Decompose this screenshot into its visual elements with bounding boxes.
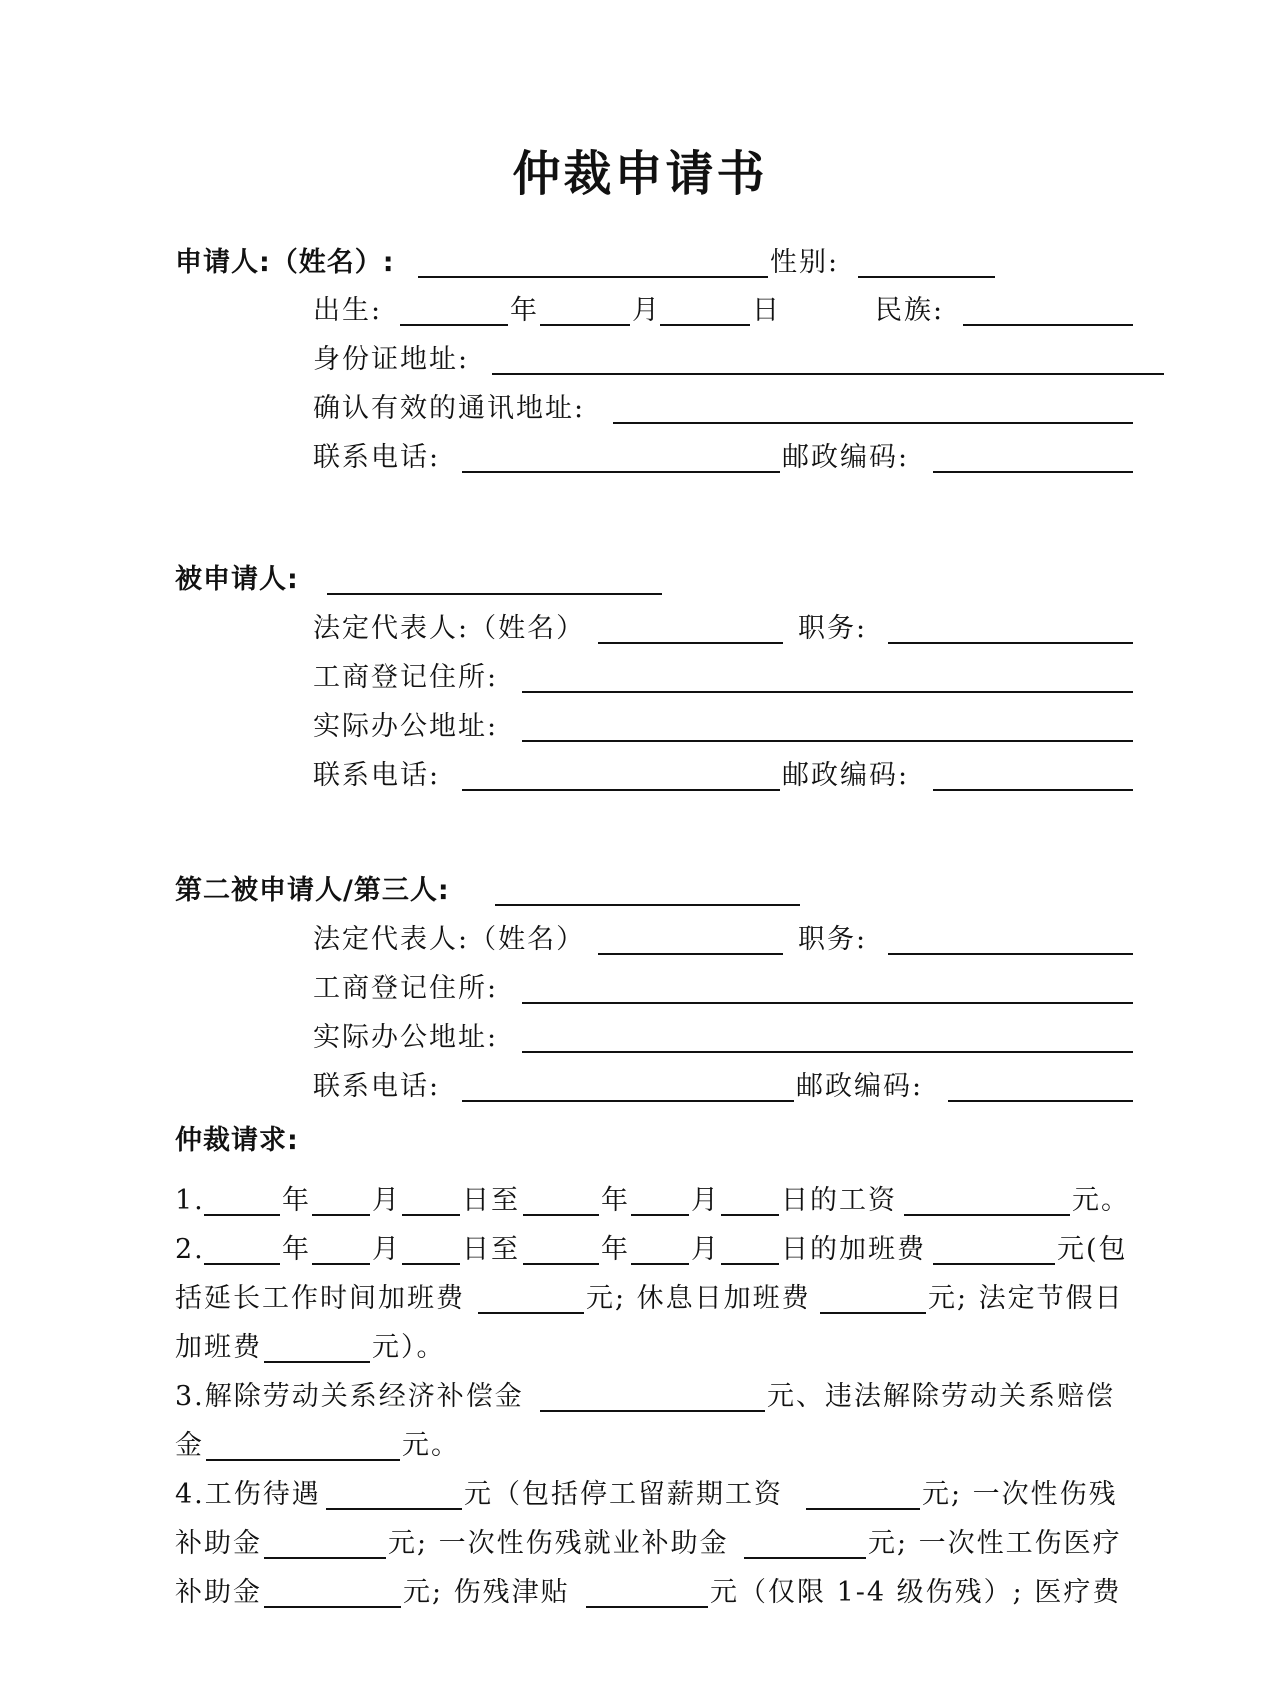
gender-label: 性别:	[770, 247, 840, 278]
respondent-legal-rep-row	[0, 606, 1280, 652]
mail-address-row	[0, 386, 1280, 432]
legal-rep-label: 法定代表人:（姓名）	[313, 924, 586, 955]
respondent-office-address-row	[0, 704, 1280, 750]
compensation-cont-label: 金	[175, 1430, 204, 1461]
severance-field[interactable]	[540, 1410, 765, 1412]
claim-4-row	[0, 1472, 1280, 1518]
id-address-field[interactable]	[492, 373, 1164, 375]
applicant-phone-field[interactable]	[462, 471, 780, 473]
position-label: 职务:	[798, 613, 868, 644]
office-address-label: 实际办公地址:	[313, 711, 499, 742]
overtime-label: 日的加班费	[781, 1234, 926, 1265]
respondent-phone-field[interactable]	[462, 789, 780, 791]
disability-allowance-field[interactable]	[586, 1606, 708, 1608]
birth-label: 出生:	[313, 295, 383, 326]
claim-4-cont-row	[0, 1521, 1280, 1567]
second-respondent-heading: 第二被申请人/第三人:	[175, 875, 450, 906]
suspension-wage-label: 元（包括停工留薪期工资	[464, 1479, 783, 1510]
month-label: 月	[691, 1185, 720, 1216]
claim-2-row	[0, 1227, 1280, 1273]
claim-1-start-year-field[interactable]	[204, 1214, 280, 1216]
claim-1-wage-field[interactable]	[904, 1214, 1070, 1216]
year-label: 年	[601, 1185, 630, 1216]
extended-hours-field[interactable]	[478, 1312, 584, 1314]
holiday-overtime-field[interactable]	[264, 1361, 370, 1363]
mail-address-label: 确认有效的通讯地址:	[313, 393, 586, 424]
medical-subsidy-field[interactable]	[264, 1606, 401, 1608]
ethnicity-label: 民族:	[875, 295, 945, 326]
second-respondent-row	[0, 868, 1280, 914]
applicant-name-field[interactable]	[418, 276, 768, 278]
suspension-wage-field[interactable]	[806, 1508, 920, 1510]
yuan-label: 元）。	[372, 1332, 446, 1363]
respondent-phone-row	[0, 753, 1280, 799]
employment-subsidy-label: 元; 一次性伤残就业补助金	[388, 1528, 729, 1559]
claim-2-overtime-field[interactable]	[933, 1263, 1055, 1265]
gender-field[interactable]	[858, 276, 995, 278]
id-address-label: 身份证地址:	[313, 344, 470, 375]
severance-label: 3.解除劳动关系经济补偿金	[175, 1381, 524, 1412]
reg-address-label: 工商登记住所:	[313, 662, 499, 693]
claim-4-final-row	[0, 1570, 1280, 1616]
phone-label: 联系电话:	[313, 442, 441, 473]
page-title: 仲裁申请书	[512, 146, 768, 202]
month-label: 月	[372, 1185, 401, 1216]
claim-2-detail-row	[0, 1276, 1280, 1322]
second-reg-address-row	[0, 966, 1280, 1012]
office-address-label: 实际办公地址:	[313, 1022, 499, 1053]
second-postal-field[interactable]	[948, 1100, 1133, 1102]
claim-number: 1.	[175, 1185, 205, 1216]
month-label: 月	[632, 295, 661, 326]
respondent-name-field[interactable]	[327, 593, 662, 595]
claim-1-end-month-field[interactable]	[631, 1214, 689, 1216]
respondent-postal-field[interactable]	[933, 789, 1133, 791]
claim-2-end-month-field[interactable]	[631, 1263, 689, 1265]
year-label: 年	[601, 1234, 630, 1265]
legal-rep-label: 法定代表人:（姓名）	[313, 613, 586, 644]
second-reg-address-field[interactable]	[522, 1002, 1133, 1004]
claim-1-row	[0, 1178, 1280, 1224]
birth-month-field[interactable]	[540, 324, 630, 326]
applicant-birth-row	[0, 288, 1280, 334]
second-legal-rep-row	[0, 917, 1280, 963]
second-position-field[interactable]	[888, 953, 1133, 955]
disability-subsidy-field[interactable]	[264, 1557, 386, 1559]
second-phone-row	[0, 1064, 1280, 1110]
wage-label: 日的工资	[781, 1185, 897, 1216]
claim-2-start-month-field[interactable]	[312, 1263, 370, 1265]
applicant-postal-field[interactable]	[933, 471, 1133, 473]
injury-benefit-field[interactable]	[326, 1508, 462, 1510]
applicant-name-row	[0, 240, 1280, 286]
ethnicity-field[interactable]	[963, 324, 1133, 326]
respondent-legal-rep-field[interactable]	[598, 642, 783, 644]
applicant-heading: 申请人:（姓名）:	[175, 247, 395, 278]
respondent-heading: 被申请人:	[175, 564, 299, 595]
compensation-label: 元、违法解除劳动关系赔偿	[767, 1381, 1115, 1412]
yuan-label: 元(包	[1057, 1234, 1128, 1265]
birth-day-field[interactable]	[660, 324, 750, 326]
claim-2-end-day-field[interactable]	[721, 1263, 779, 1265]
second-office-address-row	[0, 1015, 1280, 1061]
claim-2-start-year-field[interactable]	[204, 1263, 280, 1265]
respondent-reg-address-field[interactable]	[522, 691, 1133, 693]
rest-day-label: 元; 休息日加班费	[586, 1283, 811, 1314]
claim-2-end-year-field[interactable]	[523, 1263, 599, 1265]
claims-heading-row	[0, 1118, 1280, 1164]
month-label: 月	[372, 1234, 401, 1265]
second-respondent-name-field[interactable]	[495, 904, 800, 906]
postal-label: 邮政编码:	[796, 1071, 924, 1102]
rest-day-field[interactable]	[820, 1312, 926, 1314]
second-office-address-field[interactable]	[522, 1051, 1133, 1053]
second-legal-rep-field[interactable]	[598, 953, 783, 955]
claim-1-end-year-field[interactable]	[523, 1214, 599, 1216]
claim-3-row	[0, 1374, 1280, 1420]
day-label: 日	[752, 295, 781, 326]
to-label: 日至	[462, 1185, 520, 1216]
to-label: 日至	[462, 1234, 520, 1265]
second-phone-field[interactable]	[462, 1100, 794, 1102]
mail-address-field[interactable]	[613, 422, 1133, 424]
yuan-label: 元。	[1072, 1185, 1130, 1216]
extended-hours-label: 括延长工作时间加班费	[175, 1283, 465, 1314]
claim-1-start-day-field[interactable]	[402, 1214, 460, 1216]
reg-address-label: 工商登记住所:	[313, 973, 499, 1004]
respondent-position-field[interactable]	[888, 642, 1133, 644]
claim-number: 2.	[175, 1234, 205, 1265]
applicant-phone-row	[0, 435, 1280, 481]
id-address-row	[0, 337, 1280, 383]
claims-heading: 仲裁请求:	[175, 1125, 299, 1156]
claim-2-holiday-row	[0, 1325, 1280, 1371]
respondent-reg-address-row	[0, 655, 1280, 701]
medical-fee-label: 元（仅限 1-4 级伤残）; 医疗费	[710, 1577, 1122, 1608]
claim-2-start-day-field[interactable]	[402, 1263, 460, 1265]
claim-1-start-month-field[interactable]	[312, 1214, 370, 1216]
subsidy-label: 补助金	[175, 1528, 262, 1559]
medical-subsidy-label: 元; 一次性工伤医疗	[868, 1528, 1122, 1559]
year-label: 年	[510, 295, 539, 326]
injury-benefit-label: 4.工伤待遇	[175, 1479, 321, 1510]
disability-subsidy-label: 元; 一次性伤残	[922, 1479, 1118, 1510]
respondent-row	[0, 557, 1280, 603]
subsidy-label: 补助金	[175, 1577, 262, 1608]
overtime-pay-label: 加班费	[175, 1332, 262, 1363]
birth-year-field[interactable]	[400, 324, 508, 326]
phone-label: 联系电话:	[313, 760, 441, 791]
respondent-office-address-field[interactable]	[522, 740, 1133, 742]
year-label: 年	[282, 1234, 311, 1265]
compensation-field[interactable]	[206, 1459, 400, 1461]
claim-3-cont-row	[0, 1423, 1280, 1469]
postal-label: 邮政编码:	[782, 442, 910, 473]
disability-allowance-label: 元; 伤残津贴	[403, 1577, 570, 1608]
position-label: 职务:	[798, 924, 868, 955]
month-label: 月	[691, 1234, 720, 1265]
yuan-label: 元。	[402, 1430, 460, 1461]
postal-label: 邮政编码:	[782, 760, 910, 791]
claim-1-end-day-field[interactable]	[721, 1214, 779, 1216]
holiday-label: 元; 法定节假日	[928, 1283, 1124, 1314]
employment-subsidy-field[interactable]	[744, 1557, 866, 1559]
phone-label: 联系电话:	[313, 1071, 441, 1102]
year-label: 年	[282, 1185, 311, 1216]
